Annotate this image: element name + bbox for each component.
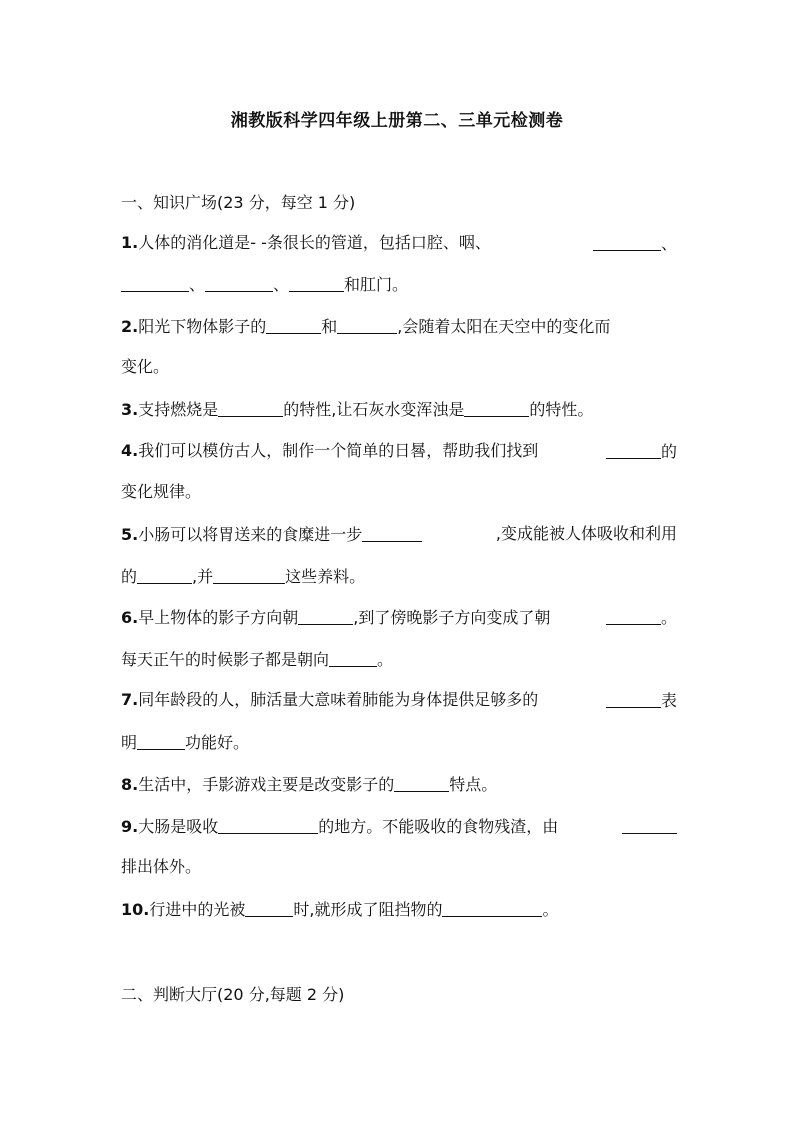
question-number: 3.: [121, 400, 139, 419]
question-text: 和: [321, 317, 338, 336]
question-text: 功能好。: [185, 733, 250, 752]
answer-blank[interactable]: [213, 565, 285, 584]
question-8-line-1: [121, 773, 677, 796]
question-2-line-1: [121, 315, 677, 338]
question-text: 的特性。: [529, 400, 594, 419]
question-text: 表: [660, 691, 677, 710]
question-text: 生活中，手影游戏主要是改变影子的: [138, 775, 395, 794]
question-text: 的特性,让石灰水变浑浊是: [283, 400, 465, 419]
question-3-line-1: [121, 398, 677, 421]
answer-blank[interactable]: [289, 273, 344, 292]
answer-blank[interactable]: [137, 565, 192, 584]
answer-blank[interactable]: [266, 315, 321, 334]
answer-blank[interactable]: [606, 606, 661, 625]
question-text: 小肠可以将胃送来的食糜进一步: [138, 525, 363, 544]
question-text: 的: [121, 567, 138, 586]
question-text: 同年龄段的人，肺活量大意味着肺能为身体提供足够多的: [138, 690, 539, 709]
answer-blank[interactable]: [329, 648, 377, 667]
answer-blank[interactable]: [337, 315, 397, 334]
question-1-line-1: [121, 232, 677, 255]
answer-blank[interactable]: [622, 815, 677, 834]
question-number: 8.: [121, 775, 139, 794]
question-7-line-2: [121, 731, 677, 754]
question-number: 4.: [121, 441, 139, 460]
question-10-line-1: [121, 898, 677, 921]
question-text: 我们可以模仿古人，制作一个简单的日晷，帮助我们找到: [138, 441, 539, 460]
question-text: 支持燃烧是: [138, 400, 219, 419]
answer-blank[interactable]: [606, 440, 661, 459]
question-number: 5.: [121, 525, 139, 544]
question-9-line-2: 排出体外。: [121, 857, 202, 876]
question-text: 这些养料。: [285, 567, 366, 586]
question-number: 6.: [121, 608, 139, 627]
question-text: ,会随着太阳在天空中的变化而: [397, 317, 611, 336]
question-2-line-2: 变化。: [121, 357, 170, 376]
answer-blank[interactable]: [394, 773, 449, 792]
question-text: 大肠是吸收: [138, 817, 219, 836]
question-number: 7.: [121, 690, 139, 709]
question-text: 明: [121, 733, 138, 752]
question-text: 、: [660, 234, 677, 253]
question-4-line-1: [121, 440, 677, 463]
page-title: 湘教版科学四年级上册第二、三单元检测卷: [230, 111, 564, 131]
question-5-line-2: [121, 565, 677, 588]
question-text: 人体的消化道是- -条很长的管道，包括口腔、咽、: [138, 233, 491, 252]
question-4-line-2: 变化规律。: [121, 482, 202, 501]
question-number: 1.: [121, 233, 139, 252]
question-6-line-1: [121, 606, 677, 629]
question-9-line-1: [121, 815, 677, 838]
question-text: 。: [377, 650, 394, 669]
question-6-line-2: [121, 648, 677, 671]
question-text: ,到了傍晚影子方向变成了朝: [353, 608, 551, 627]
answer-blank[interactable]: [593, 232, 661, 251]
question-text: ,并: [192, 567, 214, 586]
question-text: 行进中的光被: [149, 900, 246, 919]
question-number: 10.: [121, 900, 150, 919]
answer-blank[interactable]: [218, 398, 283, 417]
question-text: ,变成能被人体吸收和利用: [495, 524, 677, 543]
question-text: 和肛门。: [344, 275, 409, 294]
question-text: 的地方。不能吸收的食物残渣，由: [318, 817, 559, 836]
question-7-line-1: [121, 689, 677, 712]
question-text: 。: [660, 608, 677, 627]
answer-blank[interactable]: [218, 815, 318, 834]
answer-blank[interactable]: [362, 523, 422, 542]
question-5-line-1: [121, 523, 677, 546]
question-text: 、: [273, 275, 290, 294]
question-number: 9.: [121, 817, 139, 836]
answer-blank[interactable]: [442, 898, 542, 917]
question-text: 、: [189, 275, 206, 294]
answer-blank[interactable]: [298, 606, 353, 625]
question-1-line-2: [121, 273, 677, 296]
answer-blank[interactable]: [606, 689, 661, 708]
question-text: 特点。: [449, 775, 498, 794]
answer-blank[interactable]: [121, 273, 189, 292]
question-text: 时,就形成了阻挡物的: [293, 900, 443, 919]
answer-blank[interactable]: [205, 273, 273, 292]
question-text: 早上物体的影子方向朝: [138, 608, 299, 627]
question-text: 。: [542, 900, 559, 919]
answer-blank[interactable]: [137, 731, 185, 750]
question-text: 每天正午的时候影子都是朝向: [121, 650, 330, 669]
question-text: 的: [660, 442, 677, 461]
section-2-heading: 二、判断大厅(20 分,每题 2 分): [121, 985, 345, 1004]
section-1-heading: 一、知识广场(23 分，每空 1 分): [121, 193, 356, 212]
question-text: 阳光下物体影子的: [138, 317, 267, 336]
answer-blank[interactable]: [245, 898, 293, 917]
question-number: 2.: [121, 317, 139, 336]
answer-blank[interactable]: [464, 398, 529, 417]
